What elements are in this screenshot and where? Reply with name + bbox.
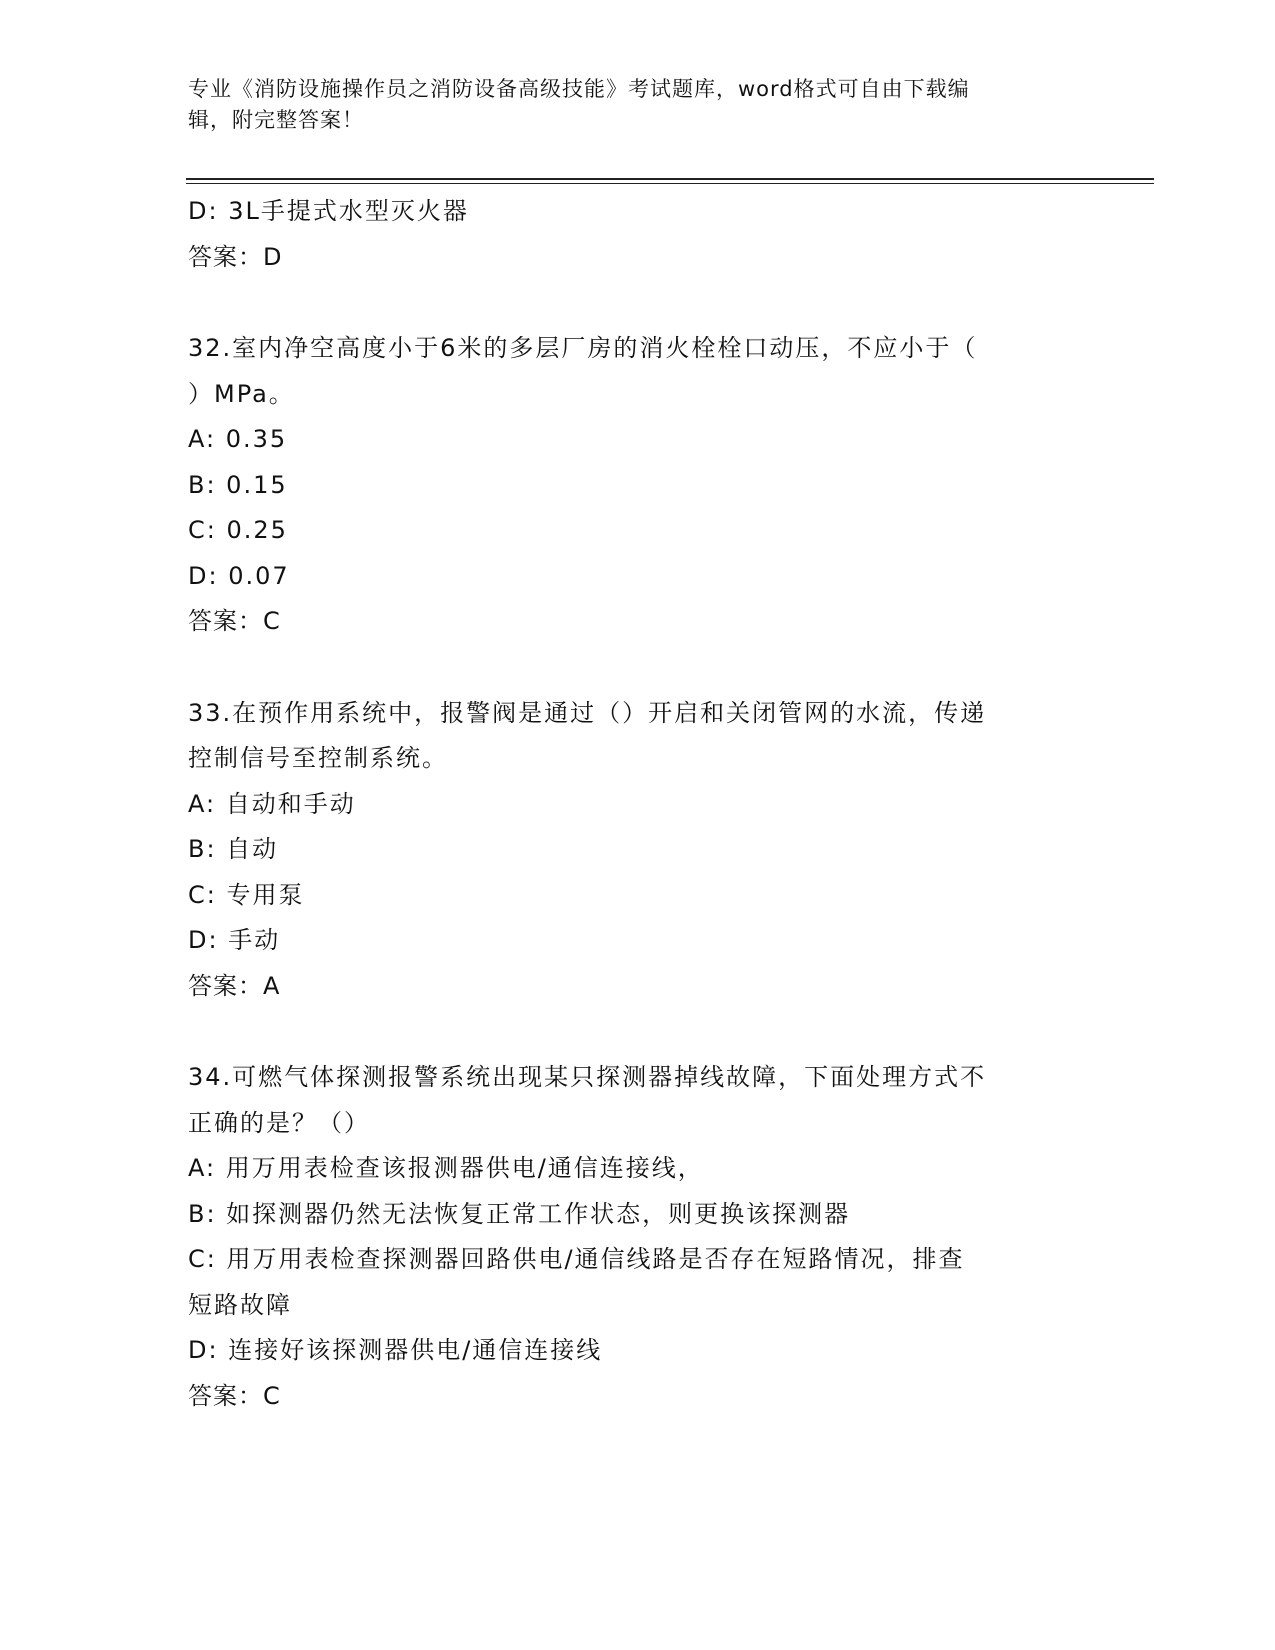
header-divider-thick <box>186 178 1154 180</box>
option-a: A: 用万用表检查该报测器供电/通信连接线， <box>188 1154 704 1182</box>
question-stem-line: 控制信号至控制系统。 <box>188 744 448 772</box>
question-stem-line: 正确的是？（） <box>188 1108 370 1137</box>
option-c: C: 0.25 <box>188 516 288 544</box>
question-stem-line: 32.室内净空高度小于6米的多层厂房的消火栓栓口动压，不应小于（ <box>188 334 978 362</box>
question-stem-line: 34.可燃气体探测报警系统出现某只探测器掉线故障，下面处理方式不 <box>188 1063 987 1091</box>
header-line-1: 专业《消防设施操作员之消防设备高级技能》考试题库，word格式可自由下载编 <box>188 77 970 101</box>
question-34 <box>188 1055 1088 1419</box>
option-c: C: 专用泵 <box>188 880 305 909</box>
option-a: A: 0.35 <box>188 425 288 453</box>
option-a: A: 自动和手动 <box>188 789 356 818</box>
question-stem-line: ）MPa。 <box>188 379 295 408</box>
question-33 <box>188 691 1088 1010</box>
header-line-2: 辑，附完整答案！ <box>188 108 364 132</box>
answer-line: 答案：D <box>188 242 283 271</box>
option-d: D: 3L手提式水型灭火器 <box>188 197 469 225</box>
option-c: C: 用万用表检查探测器回路供电/通信线路是否存在短路情况，排查 <box>188 1245 965 1273</box>
option-d: D: 手动 <box>188 926 281 954</box>
document-header <box>188 74 1068 136</box>
question-stem-line: 33.在预作用系统中，报警阀是通过（）开启和关闭管网的水流，传递 <box>188 698 987 727</box>
question-32 <box>188 326 1088 645</box>
option-c-continuation: 短路故障 <box>188 1290 292 1319</box>
option-b: B: 自动 <box>188 835 279 863</box>
answer-line: 答案：C <box>188 607 281 635</box>
option-d: D: 0.07 <box>188 561 290 590</box>
option-b: B: 0.15 <box>188 470 288 499</box>
header-divider-thin <box>186 183 1154 184</box>
answer-line: 答案：A <box>188 971 281 1000</box>
option-d: D: 连接好该探测器供电/通信连接线 <box>188 1336 603 1364</box>
option-b: B: 如探测器仍然无法恢复正常工作状态，则更换该探测器 <box>188 1199 851 1228</box>
answer-line: 答案：C <box>188 1381 281 1410</box>
document-body <box>188 189 1088 1419</box>
previous-question-tail <box>188 189 1088 280</box>
